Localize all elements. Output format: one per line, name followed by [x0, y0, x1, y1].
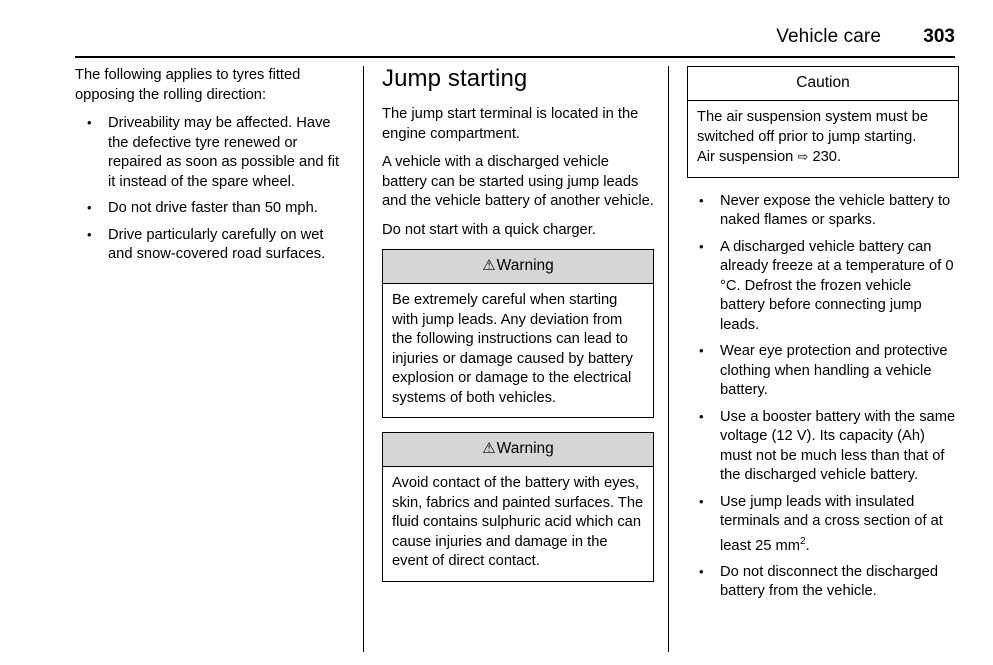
reference-page: 230. [812, 149, 842, 165]
jump-leads-text-post: . [805, 537, 810, 554]
list-item: • Do not disconnect the discharged battery from the vehicle. [687, 563, 959, 602]
caution-box [687, 66, 959, 178]
warning-box-1-heading [383, 250, 653, 284]
tyre-bullet-list [75, 114, 347, 265]
page-title: Vehicle care [776, 26, 881, 47]
warning-triangle-icon: ⚠ [482, 440, 496, 457]
list-item: • Use a booster battery with the same voltage (12 V). Its capacity (Ah) must not be much less than that of the discharged vehicle battery. [687, 408, 959, 486]
page-reference-arrow-icon: ⇨ [797, 149, 809, 164]
header-divider [75, 56, 955, 58]
caution-box-reference [697, 147, 949, 168]
caution-box-title: Caution [796, 74, 850, 91]
column-2 [382, 66, 654, 652]
tyre-intro-text: The following applies to tyres fitted opposing the rolling direction: [75, 67, 301, 103]
warning-box-1-title: Warning [496, 257, 554, 274]
list-item: • A discharged vehicle battery can already freeze at a temperature of 0 °C. Defrost the frozen vehicle battery before connecting jump leads. [687, 238, 959, 336]
list-item: • Do not drive faster than 50 mph. [75, 199, 347, 219]
jump-start-paragraph-3: Do not start with a quick charger. [382, 221, 596, 238]
warning-box-2-body [383, 467, 653, 581]
column-1 [75, 66, 347, 652]
column-3 [687, 66, 959, 652]
warning-triangle-icon: ⚠ [482, 257, 496, 274]
caution-box-text: The air suspension system must be switched off prior to jump starting. [697, 109, 929, 145]
warning-box-2-title: Warning [496, 440, 554, 457]
warning-box-1-text: Be extremely careful when starting with jump leads. Any deviation from the following instructions can lead to injuries or damage caused by battery explosion or damage to the electrical systems of both vehicles. [392, 292, 633, 406]
battery-safety-bullet-list [687, 192, 959, 602]
column-divider-2 [668, 66, 669, 652]
section-title-jump-starting: Jump starting [382, 65, 528, 92]
list-item: • Never expose the vehicle battery to naked flames or sparks. [687, 192, 959, 231]
list-item: • Driveability may be affected. Have the defective tyre renewed or repaired as soon as possible and fit it instead of the spare wheel. [75, 114, 347, 192]
warning-box-2-text: Avoid contact of the battery with eyes, skin, fabrics and painted surfaces. The fluid contains sulphuric acid which can cause injuries and damage in the event of direct contact. [392, 475, 644, 569]
content-columns [75, 66, 961, 656]
caution-box-heading [688, 67, 958, 101]
caution-box-body [688, 101, 958, 177]
page-header [75, 26, 955, 48]
list-item: • Drive particularly carefully on wet and snow-covered road surfaces. [75, 226, 347, 265]
page-number: 303 [923, 26, 955, 47]
warning-box-2-heading [383, 433, 653, 467]
warning-box-2 [382, 432, 654, 582]
column-divider-1 [363, 66, 364, 652]
jump-start-paragraph-2: A vehicle with a discharged vehicle battery can be started using jump leads and the vehicle battery of another vehicle. [382, 154, 654, 209]
jump-leads-text-pre: Use jump leads with insulated terminals and a cross section of at least 25 mm [720, 493, 943, 554]
jump-leads-superscript: 2 [800, 535, 806, 547]
list-item-jump-leads [687, 493, 959, 556]
warning-box-1 [382, 249, 654, 418]
reference-label: Air suspension [697, 149, 794, 165]
jump-start-paragraph-1: The jump start terminal is located in the engine compartment. [382, 106, 639, 142]
warning-box-1-body [383, 284, 653, 417]
list-item: • Wear eye protection and protective clothing when handling a vehicle battery. [687, 342, 959, 401]
